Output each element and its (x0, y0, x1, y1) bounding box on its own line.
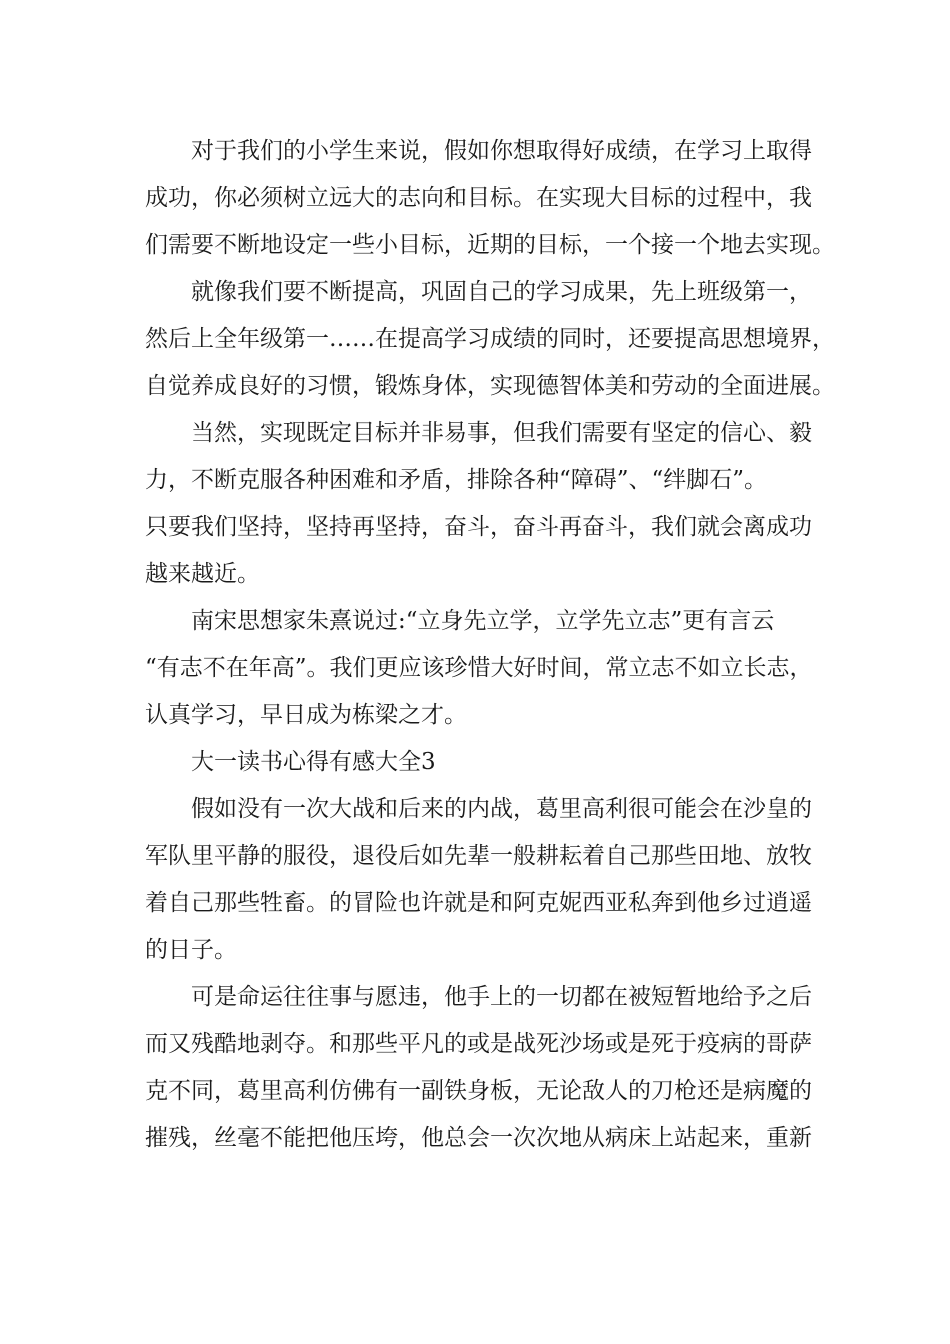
paragraph-line: 力，不断克服各种困难和矛盾，排除各种“障碍”、“绊脚石”。 (145, 467, 768, 493)
paragraph-line: 的日子。 (145, 937, 237, 963)
paragraph-line: 摧残，丝毫不能把他压垮，他总会一次次地从病床上站起来，重新 (145, 1125, 812, 1151)
paragraph-line: 对于我们的小学生来说，假如你想取得好成绩，在学习上取得 (191, 138, 812, 164)
paragraph-line: 当然，实现既定目标并非易事，但我们需要有坚定的信心、毅 (191, 420, 812, 446)
paragraph-line: 就像我们要不断提高，巩固自己的学习成果，先上班级第一， (191, 279, 812, 305)
paragraph-line: 越来越近。 (145, 561, 260, 587)
paragraph-line: 认真学习，早日成为栋梁之才。 (145, 702, 467, 728)
paragraph-line: 军队里平静的服役，退役后如先辈一般耕耘着自己那些田地、放牧 (145, 843, 812, 869)
paragraph-line: 可是命运往往事与愿违，他手上的一切都在被短暂地给予之后 (191, 984, 812, 1010)
paragraph-line: 假如没有一次大战和后来的内战，葛里高利很可能会在沙皇的 (191, 796, 812, 822)
paragraph-line: 自觉养成良好的习惯，锻炼身体，实现德智体美和劳动的全面进展。 (145, 373, 835, 399)
paragraph-line: 克不同，葛里高利仿佛有一副铁身板，无论敌人的刀枪还是病魔的 (145, 1078, 812, 1104)
paragraph-line: 然后上全年级第一……在提高学习成绩的同时，还要提高思想境界， (145, 326, 835, 352)
paragraph-line: 而又残酷地剥夺。和那些平凡的或是战死沙场或是死于疫病的哥萨 (145, 1031, 812, 1057)
paragraph-line: 们需要不断地设定一些小目标，近期的目标，一个接一个地去实现。 (145, 232, 835, 258)
paragraph-line: 成功，你必须树立远大的志向和目标。在实现大目标的过程中，我 (145, 185, 812, 211)
paragraph-line: 南宋思想家朱熹说过:“立身先立学，立学先立志”更有言云 (191, 608, 775, 634)
paragraph-line: 着自己那些牲畜。的冒险也许就是和阿克妮西亚私奔到他乡过逍遥 (145, 890, 812, 916)
paragraph-line: “有志不在年高”。我们更应该珍惜大好时间，常立志不如立长志， (145, 655, 813, 681)
document-body (145, 128, 835, 1162)
section-heading: 大一读书心得有感大全3 (191, 749, 436, 775)
paragraph-line: 只要我们坚持，坚持再坚持，奋斗，奋斗再奋斗，我们就会离成功 (145, 514, 812, 540)
